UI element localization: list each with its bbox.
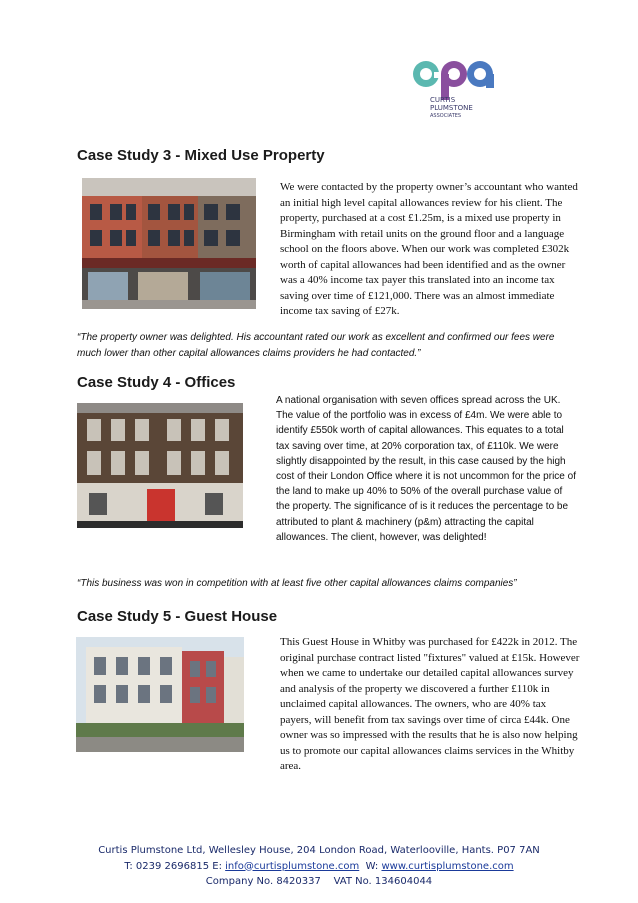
case3-quote: “The property owner was delighted. His accountant rated our work as excellent and confirmed our fees were much lower than other capital allowances claims providers he had contacted.”	[77, 332, 555, 359]
case3-heading: Case Study 3 - Mixed Use Property	[77, 147, 325, 164]
offices-terrace-photo	[77, 403, 243, 528]
logo-wordmark	[430, 96, 473, 120]
footer-address: Curtis Plumstone Ltd, Wellesley House, 204 London Road, Waterlooville, Hants. P07 7AN	[98, 845, 540, 856]
footer-company: Company No. 8420337 VAT No. 134604044	[205, 876, 433, 887]
case3-text: We were contacted by the property owner’s accountant who wanted an initial high level capital allowances review for his client. The property, purchased at a cost £1.25m, is a mixed use property in Birmingham with retail units on the ground floor and a language school on the floors above. When our work was completed £302k worth of capital allowances had been identified and as the owner was a 40% income tax payer this translated into an income tax saving over time of £121,000. There was an almost immediate income tax saving of £27k.	[280, 181, 578, 317]
footer-contact	[0, 859, 638, 875]
page-footer	[0, 843, 638, 890]
logo-line3: ASSOCIATES	[430, 113, 462, 119]
mixed-use-building-photo	[82, 178, 256, 309]
footer-web-link[interactable]: www.curtisplumstone.com	[381, 860, 514, 872]
logo-line2: PLUMSTONE	[430, 104, 473, 112]
case4-text: A national organisation with seven offices spread across the UK. The value of the portfolio was in excess of £4m. We were able to identify £550k worth of capital allowances. This equates to a total tax saving over time, at 20% corporation tax, of £110k. We were slightly disappointed by the result, in this case caused by the high cost of their London Office where it is not uncommon for the price of the land to make up 40% to 50% of the overall purchase value of the property. The significance of is it reduces the percentage to be attributed to plant & machinery (p&m) attracting the capital allowances. The client, however, was delighted!	[276, 395, 576, 543]
case5-heading: Case Study 5 - Guest House	[77, 608, 278, 625]
guest-house-photo	[76, 637, 244, 752]
case4-heading: Case Study 4 - Offices	[77, 374, 236, 391]
case5-text: This Guest House in Whitby was purchased for £422k in 2012. The original purchase contract listed "fixtures" valued at £15k. However when we came to undertake our detailed capital allowances survey and analysis of the property we discovered a further £110k in unclaimed capital allowances. The owners, who are 40% tax payers, will benefit from tax savings over time of circa £44k. One owner was so impressed with the results that he is also now helping us to promote our capital allowances claims services in the Whitby area.	[280, 636, 580, 772]
footer-web-label: W:	[359, 860, 382, 872]
footer-tel: T: 0239 2696815 E:	[124, 860, 226, 872]
footer-email-link[interactable]: info@curtisplumstone.com	[225, 860, 360, 872]
logo-line1: CURTIS	[430, 96, 456, 104]
case4-quote: “This business was won in competition with at least five other capital allowances claims companies”	[77, 578, 517, 589]
